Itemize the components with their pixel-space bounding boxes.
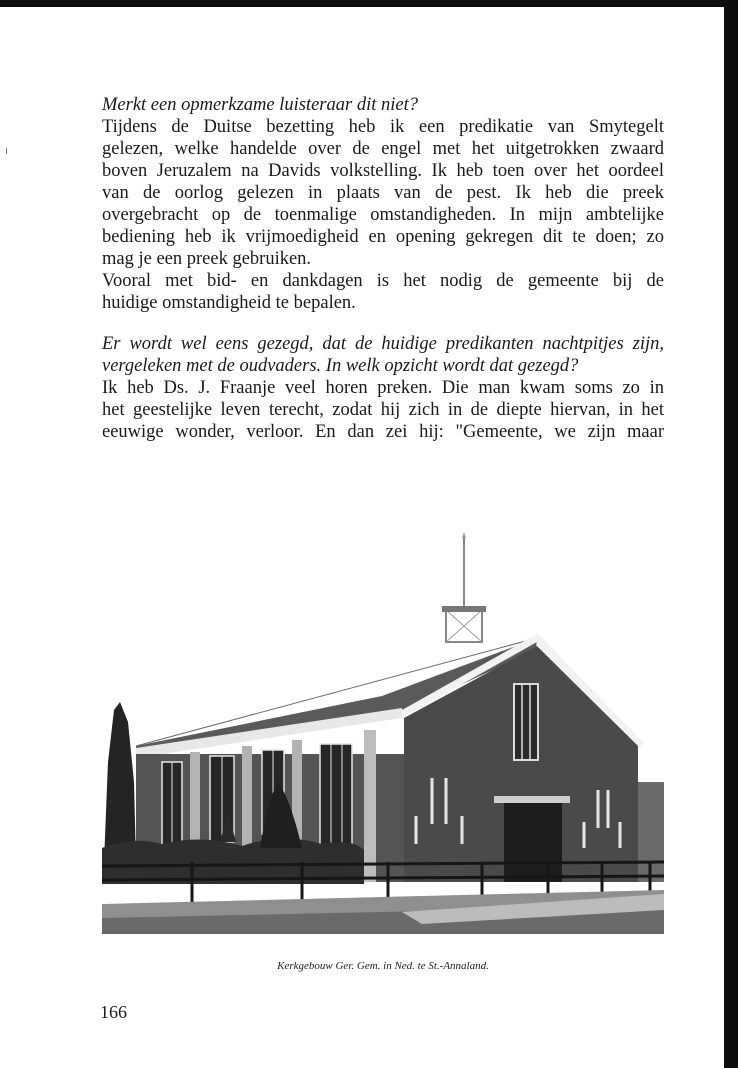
answer-line: Vooral met bid- en dankdagen is het nodig de gemeente bij de: [102, 271, 664, 291]
answer-line: Ik heb Ds. J. Fraanje veel horen preken. Die man kwam soms zo in: [102, 378, 664, 398]
interview-block-2: [102, 333, 664, 443]
answer-line: mag je een preek gebruiken.: [102, 249, 312, 269]
question-text: Er wordt wel eens gezegd, dat de huidige predikanten nachtpitjes zijn,: [102, 334, 664, 354]
margin-mark: [6, 148, 7, 154]
answer-line: het geestelijke leven terecht, zodat hij zich in de diepte hiervan, in het: [102, 400, 664, 420]
right-border: [724, 0, 738, 1068]
answer-line: Tijdens de Duitse bezetting heb ik een predikatie van Smytegelt: [102, 117, 664, 137]
church-photo: [102, 532, 664, 934]
page-number: 166: [100, 1002, 127, 1022]
answer-line: boven Jeruzalem na Davids volkstelling. Ik heb toen over het oordeel: [102, 161, 664, 181]
answer-line: gelezen, welke handelde over de engel met het uitgetrokken zwaard: [102, 139, 664, 159]
question-text: Merkt een opmerkzame luisteraar dit niet?: [102, 95, 418, 115]
answer-line: van de oorlog gelezen in plaats van de pest. Ik heb die preek: [102, 183, 664, 203]
photo-caption: Kerkgebouw Ger. Gem. in Ned. te St.-Annaland.: [277, 960, 489, 972]
question-text: vergeleken met de oudvaders. In welk opzicht wordt dat gezegd?: [102, 356, 579, 376]
answer-line: bediening heb ik vrijmoedigheid en opening gekregen dit te doen; zo: [102, 227, 664, 247]
answer-line: eeuwige wonder, verloor. En dan zei hij: "Gemeente, we zijn maar: [102, 422, 664, 442]
top-border: [0, 0, 738, 7]
answer-line: huidige omstandigheid te bepalen.: [102, 293, 356, 313]
answer-line: overgebracht op de toenmalige omstandigheden. In mijn ambtelijke: [102, 205, 664, 225]
interview-block-1: [102, 94, 664, 314]
